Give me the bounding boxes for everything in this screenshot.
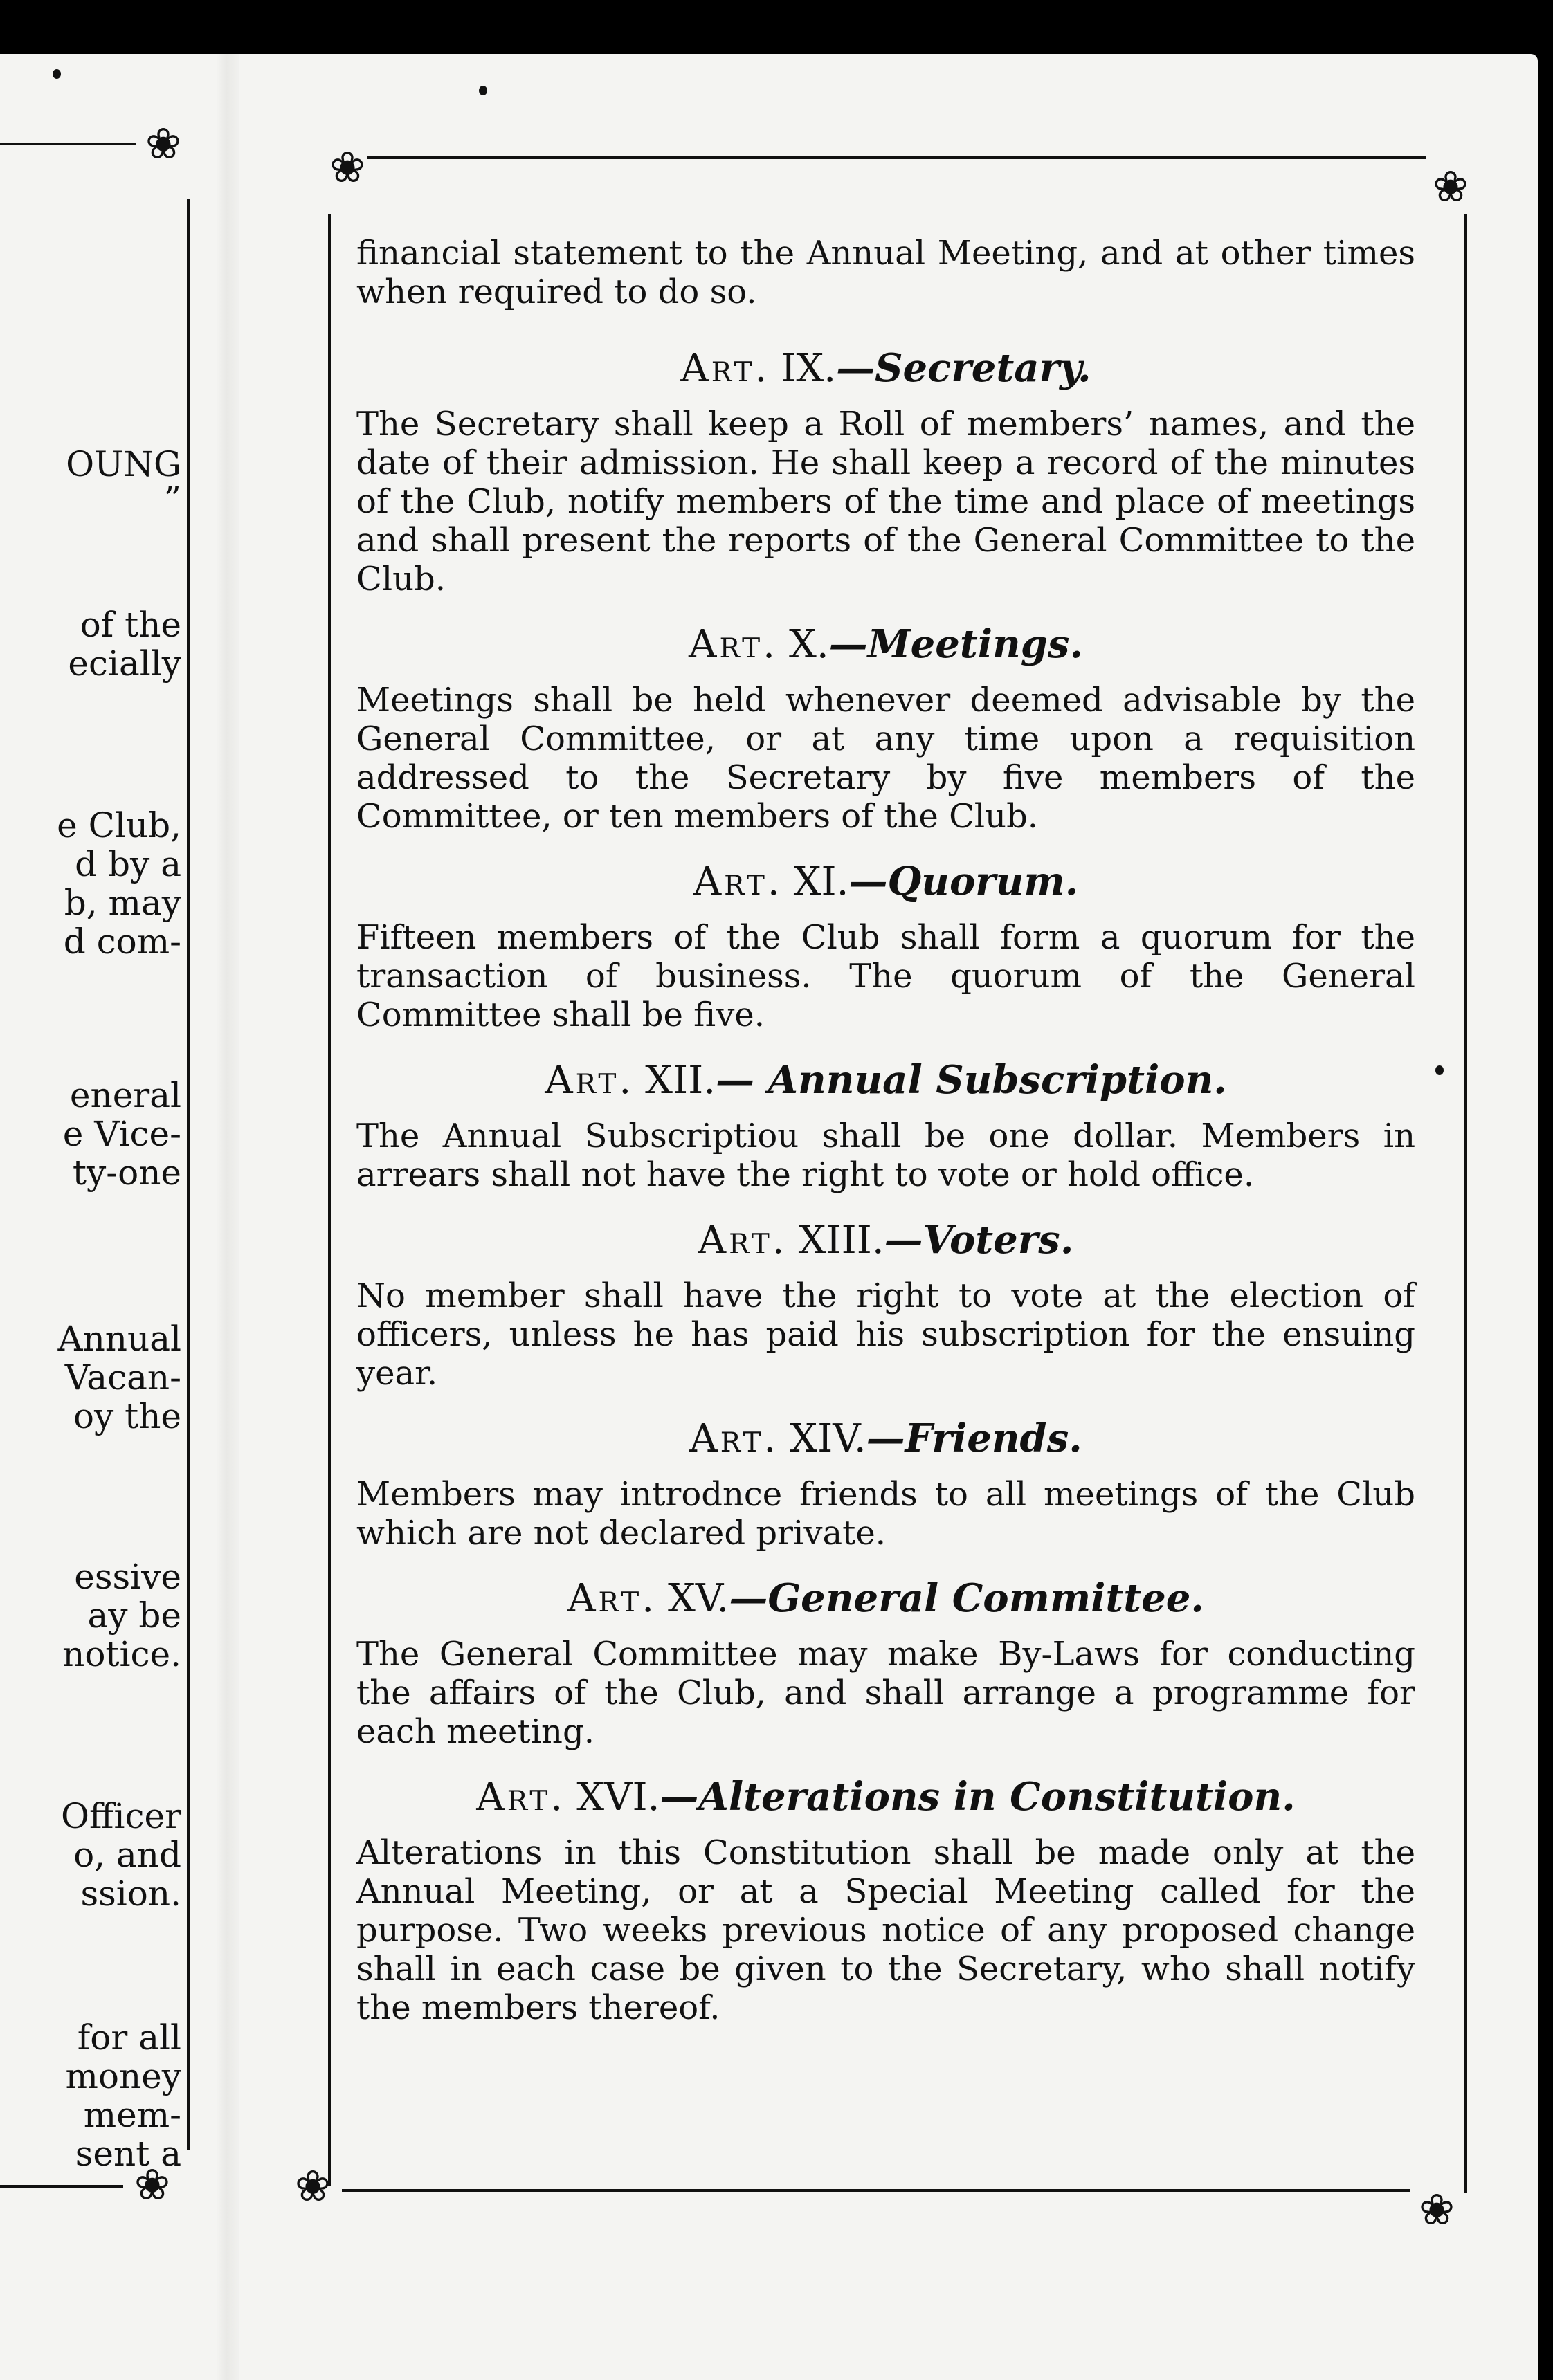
- fragment-line: OUNG: [66, 444, 181, 484]
- fragment-line: d com-: [63, 922, 181, 962]
- fleuron-corner-icon: ❀: [295, 2161, 331, 2211]
- article-body: No member shall have the right to vote at the election of officers, unless he has paid his subscription for the ensuing year.: [356, 1276, 1415, 1393]
- article-title: —Friends.: [866, 1416, 1082, 1461]
- article-number: XIII.: [798, 1218, 884, 1263]
- article-number: XI.: [793, 859, 849, 904]
- article-label: Art.: [689, 1416, 779, 1461]
- frame-bottom-rule: [342, 2189, 1410, 2192]
- article-heading: [356, 1576, 1415, 1621]
- article-title: —Secretary.: [836, 345, 1091, 391]
- fleuron-corner-icon: ❀: [1433, 161, 1469, 212]
- fragment-line: d by a: [75, 844, 181, 884]
- page-gutter: [216, 54, 239, 2380]
- article-heading: [356, 1416, 1415, 1461]
- article-body: The Secretary shall keep a Roll of members’ names, and the date of their admission. He shall keep a record of the minutes of the Club, notify members of the time and place of meetings and shall present the reports of the General Committee to the Club.: [356, 405, 1415, 598]
- article-number: XII.: [645, 1058, 716, 1103]
- article-heading: [356, 346, 1415, 391]
- article-number: XVI.: [576, 1775, 660, 1820]
- frame-left-rule: [328, 214, 331, 2186]
- article-label: Art.: [693, 859, 783, 904]
- fragment-line: Annual: [57, 1319, 181, 1359]
- fragment-line: money: [65, 2056, 181, 2096]
- fragment-line: e Club,: [57, 805, 181, 845]
- article-heading: [356, 1058, 1415, 1103]
- article-body: The General Committee may make By-Laws for conducting the affairs of the Club, and shall arrange a programme for each meeting.: [356, 1635, 1415, 1751]
- article-label: Art.: [545, 1058, 635, 1103]
- article-label: Art.: [567, 1576, 657, 1621]
- fragment-line: b, may: [64, 883, 181, 923]
- fragment-line: o, and: [73, 1835, 181, 1875]
- fragment-line: notice.: [62, 1634, 181, 1674]
- article-label: Art.: [476, 1775, 566, 1820]
- fragment-line: oy the: [73, 1396, 181, 1436]
- article-title: — Annual Subscription.: [716, 1057, 1227, 1103]
- fragment-line: for all: [77, 2017, 181, 2058]
- fragment-line: ay be: [87, 1595, 181, 1636]
- article-number: XV.: [668, 1576, 729, 1621]
- fragment-line: Officer: [61, 1796, 181, 1836]
- article-number: XIV.: [790, 1416, 866, 1461]
- article-number: X.: [788, 622, 829, 667]
- article-body: The Annual Subscriptiou shall be one dollar. Members in arrears shall not have the right to vote or hold office.: [356, 1117, 1415, 1194]
- fragment-line: essive: [74, 1557, 181, 1597]
- fleuron-corner-icon: ❀: [1419, 2184, 1455, 2235]
- article-title: —Voters.: [884, 1217, 1074, 1263]
- fragment-line: ssion.: [80, 1874, 181, 1914]
- fragment-line: Vacan-: [64, 1357, 181, 1398]
- left-frame-bottom-rule: [0, 2185, 123, 2188]
- article-title: —Meetings.: [828, 621, 1083, 667]
- page-sheet: [0, 54, 1538, 2380]
- continuation-paragraph: financial statement to the Annual Meeting, and at other times when required to do so.: [356, 234, 1415, 311]
- fleuron-corner-icon: ❀: [134, 2159, 170, 2210]
- fragment-line: ty-one: [72, 1153, 181, 1193]
- fragment-line: sent a: [75, 2134, 181, 2174]
- article-body: Alterations in this Constitution shall be made only at the Annual Meeting, or at a Special Meeting called for the purpose. Two weeks previous notice of any proposed change shall in each case be given to the Secretary, who shall notify the members thereof.: [356, 1833, 1415, 2027]
- ink-speck: [53, 69, 61, 79]
- article-title: —Quorum.: [848, 859, 1079, 904]
- article-heading: [356, 622, 1415, 667]
- fragment-line: of the: [80, 605, 181, 645]
- article-body: Fifteen members of the Club shall form a quorum for the transaction of business. The quorum of the General Committee shall be five.: [356, 918, 1415, 1034]
- ink-speck: [479, 86, 487, 95]
- left-frame-top-rule: [0, 143, 136, 145]
- article-label: Art.: [689, 622, 778, 667]
- article-heading: [356, 1218, 1415, 1263]
- fragment-line: ”: [163, 479, 181, 519]
- fleuron-corner-icon: ❀: [145, 118, 181, 169]
- article-number: IX.: [781, 346, 837, 391]
- article-label: Art.: [680, 346, 770, 391]
- article-title: —Alterations in Constitution.: [660, 1774, 1296, 1820]
- fragment-line: mem-: [83, 2095, 181, 2135]
- article-label: Art.: [698, 1218, 788, 1263]
- constitution-text: [356, 234, 1415, 2027]
- article-body: Meetings shall be held whenever deemed advisable by the General Committee, or at any time upon a requisition addressed to the Secretary by five members of the Committee, or ten members of the Club.: [356, 681, 1415, 836]
- fragment-line: e Vice-: [62, 1114, 181, 1154]
- fragment-line: ecially: [68, 643, 181, 684]
- fragment-line: eneral: [69, 1075, 181, 1115]
- frame-top-rule: [367, 156, 1426, 159]
- article-heading: [356, 1775, 1415, 1820]
- frame-right-rule: [1464, 214, 1467, 2193]
- left-page-fragment: [0, 54, 208, 2337]
- left-frame-right-rule: [187, 199, 190, 2150]
- article-title: —General Committee.: [729, 1575, 1204, 1621]
- fleuron-corner-icon: ❀: [329, 142, 365, 192]
- ink-speck: [1435, 1065, 1444, 1075]
- article-heading: [356, 859, 1415, 904]
- article-body: Members may introdnce friends to all meetings of the Club which are not declared private.: [356, 1475, 1415, 1553]
